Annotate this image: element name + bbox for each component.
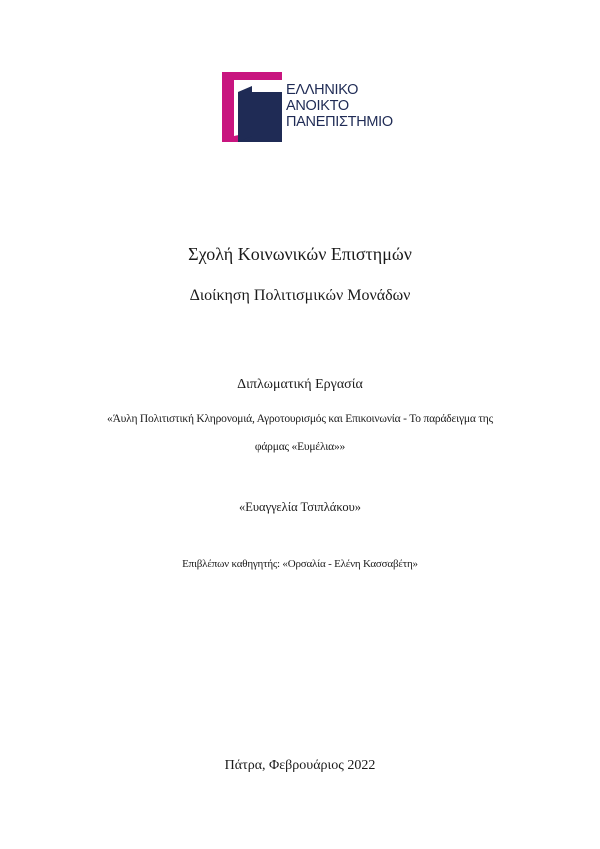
department-name: Διοίκηση Πολιτισμικών Μονάδων (189, 287, 411, 304)
school-name: Σχολή Κοινωνικών Επιστημών (188, 244, 412, 264)
logo-line-3: ΠΑΝΕΠΙΣΤΗΜΙΟ (286, 114, 393, 130)
logo-line-2: ΑΝΟΙΚΤΟ (286, 98, 349, 114)
author-name: «Ευαγγελία Τσιπλάκου» (238, 500, 362, 514)
thesis-title-line-1: «Άυλη Πολιτιστική Κληρονομιά, Αγροτουρισμός και Επικοινωνία - Το παράδειγμα της (107, 413, 493, 425)
logo-line-1: ΕΛΛΗΝΙΚΟ (286, 82, 359, 98)
supervisor-line: Επιβλέπων καθηγητής: «Ορσαλία - Ελένη Κασσαβέτη» (182, 558, 418, 570)
thesis-title-line-2: φάρμας «Ευμέλια»» (254, 441, 346, 453)
university-name (286, 82, 393, 130)
place-and-date: Πάτρα, Φεβρουάριος 2022 (224, 758, 376, 773)
university-logo (222, 72, 412, 144)
thesis-type-label: Διπλωματική Εργασία (237, 377, 363, 392)
university-logo-mark (222, 72, 282, 142)
